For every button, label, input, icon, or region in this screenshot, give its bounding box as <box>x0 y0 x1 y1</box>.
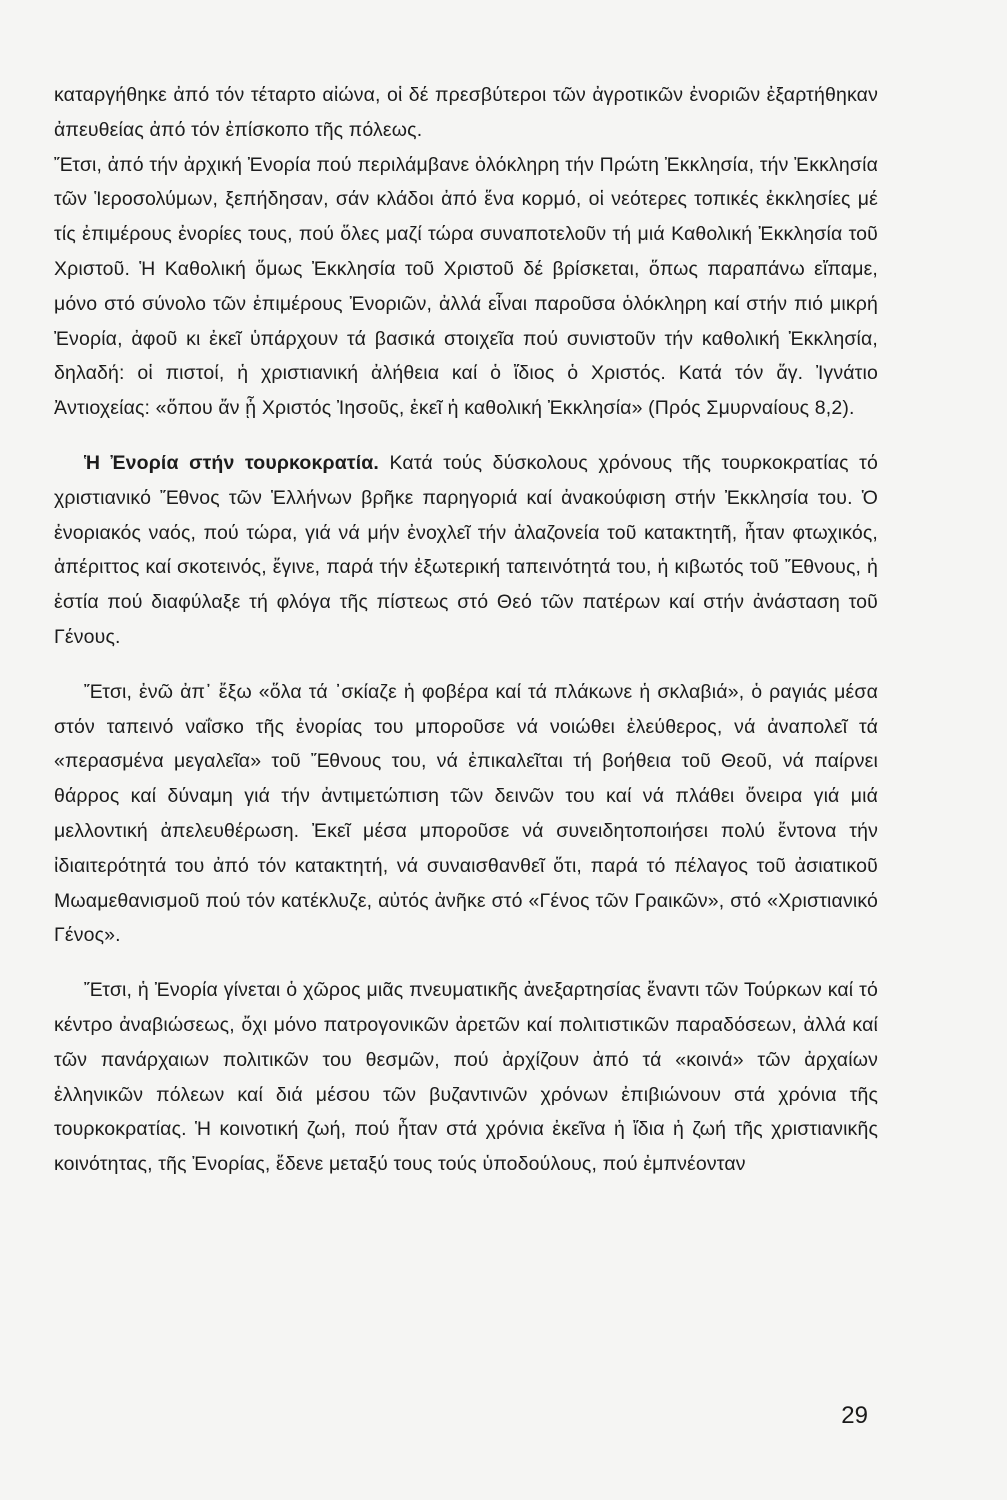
page-text <box>54 78 878 1182</box>
paragraph-1-body: Ἔτσι, ἀπό τήν ἀρχική Ἐνορία πού περιλάμβανε ὁλόκληρη τήν Πρώτη Ἐκκλησία, τήν Ἐκκλησία τῶν Ἱεροσολύμων, ξεπήδησαν, σάν κλάδοι ἀπό ἕνα κορμό, οἱ νεότερες τοπικές ἐκκλησίες μέ τίς ἐπιμέρους ἐνορίες τους, πού ὅλες μαζί τώρα συναποτελοῦν τή μιά Καθολική Ἐκκλησία τοῦ Χριστοῦ. Ἡ Καθολική ὅμως Ἐκκλησία τοῦ Χριστοῦ δέ βρίσκεται, ὅπως παραπάνω εἴπαμε, μόνο στό σύνολο τῶν ἐπιμέρους Ἐνοριῶν, ἀλλά εἶναι παροῦσα ὁλόκληρη καί στήν πιό μικρή Ἐνορία, ἀφοῦ κι ἐκεῖ ὑπάρχουν τά βασικά στοιχεῖα πού συνιστοῦν τήν καθολική Ἐκκλησία, δηλαδή: οἱ πιστοί, ἡ χριστιανική ἀλήθεια καί ὁ ἴδιος ὁ Χριστός. Κατά τόν ἅγ. Ἰγνάτιο Ἀντιοχείας: «ὅπου ἄν ᾖ Χριστός Ἰησοῦς, ἐκεῖ ἡ καθολική Ἐκκλησία» (Πρός Σμυρναίους 8,2). <box>54 153 878 420</box>
paragraph-1 <box>54 78 878 426</box>
paragraph-3-body: Ἔτσι, ἐνῶ ἀπ᾿ ἔξω «ὅλα τά ᾿σκίαζε ἡ φοβέρα καί τά πλάκωνε ἡ σκλαβιά», ὁ ραγιάς μέσα στόν ταπεινό ναΐσκο τῆς ἐνορίας του μποροῦσε νά νοιώθει ἐλεύθερος, νά ἀναπολεῖ τά «περασμένα μεγαλεῖα» τοῦ Ἔθνους του, νά ἐπικαλεῖται τή βοήθεια τοῦ Θεοῦ, νά παίρνει θάρρος καί δύναμη γιά τήν ἀντιμετώπιση τῶν δεινῶν του καί νά πλάθει ὄνειρα γιά μιά μελλοντική ἀπελευθέρωση. Ἐκεῖ μέσα μποροῦσε νά συνειδητοποιήσει πολύ ἔντονα τήν ἰδιαιτερότητά του ἀπό τόν κατακτητή, νά συναισθανθεῖ ὅτι, παρά τό πέλαγος τοῦ ἀσιατικοῦ Μωαμεθανισμοῦ πού τόν κατέκλυζε, αὐτός ἀνῆκε στό «Γένος τῶν Γραικῶν», στό «Χριστιανικό Γένος». <box>54 680 878 947</box>
section-heading: Ἡ Ἐνορία στήν τουρκοκρατία. <box>84 451 379 474</box>
paragraph-4-body: Ἔτσι, ἡ Ἐνορία γίνεται ὁ χῶρος μιᾶς πνευματικῆς ἀνεξαρτησίας ἔναντι τῶν Τούρκων καί τό κέντρο ἀναβιώσεως, ὄχι μόνο πατρογονικῶν ἀρετῶν καί πολιτιστικῶν παραδόσεων, ἀλλά καί τῶν πανάρχαιων πολιτικῶν του θεσμῶν, πού ἀρχίζουν ἀπό τά «κοινά» τῶν ἀρχαίων ἑλληνικῶν πόλεων καί διά μέσου τῶν βυζαντινῶν χρόνων ἐπιβιώνουν στά χρόνια τῆς τουρκοκρατίας. Ἡ κοινοτική ζωή, πού ἦταν στά χρόνια ἐκεῖνα ἡ ἴδια ἡ ζωή τῆς χριστιανικῆς κοινότητας, τῆς Ἐνορίας, ἔδενε μεταξύ τους τούς ὑποδούλους, πού ἐμπνέονταν <box>54 979 878 1176</box>
paragraph-3 <box>54 675 878 953</box>
paragraph-2-body: Κατά τούς δύσκολους χρόνους τῆς τουρκοκρατίας τό χριστιανικό Ἔθνος τῶν Ἑλλήνων βρῆκε παρηγοριά καί ἀνακούφιση στήν Ἐκκλησία του. Ὁ ἐνοριακός ναός, πού τώρα, γιά νά μήν ἐνοχλεῖ τήν ἀλαζονεία τοῦ κατακτητῆ, ἦταν φτωχικός, ἀπέριττος καί σκοτεινός, ἔγινε, παρά τήν ἐξωτερική ταπεινότητά του, ἡ κιβωτός τοῦ Ἔθνους, ἡ ἑστία πού διαφύλαξε τή φλόγα τῆς πίστεως στό Θεό τῶν πατέρων καί στήν ἀνάσταση τοῦ Γένους. <box>54 451 878 648</box>
paragraph-1-opening: καταργήθηκε ἀπό τόν τέταρτο αἰώνα, οἱ δέ πρεσβύτεροι τῶν ἀγροτικῶν ἐνοριῶν ἐξαρτήθηκαν ἀπευθείας ἀπό τόν ἐπίσκοπο τῆς πόλεως. <box>54 84 878 141</box>
paragraph-2 <box>54 446 878 655</box>
paragraph-4 <box>54 973 878 1182</box>
page-number: 29 <box>841 1402 868 1429</box>
